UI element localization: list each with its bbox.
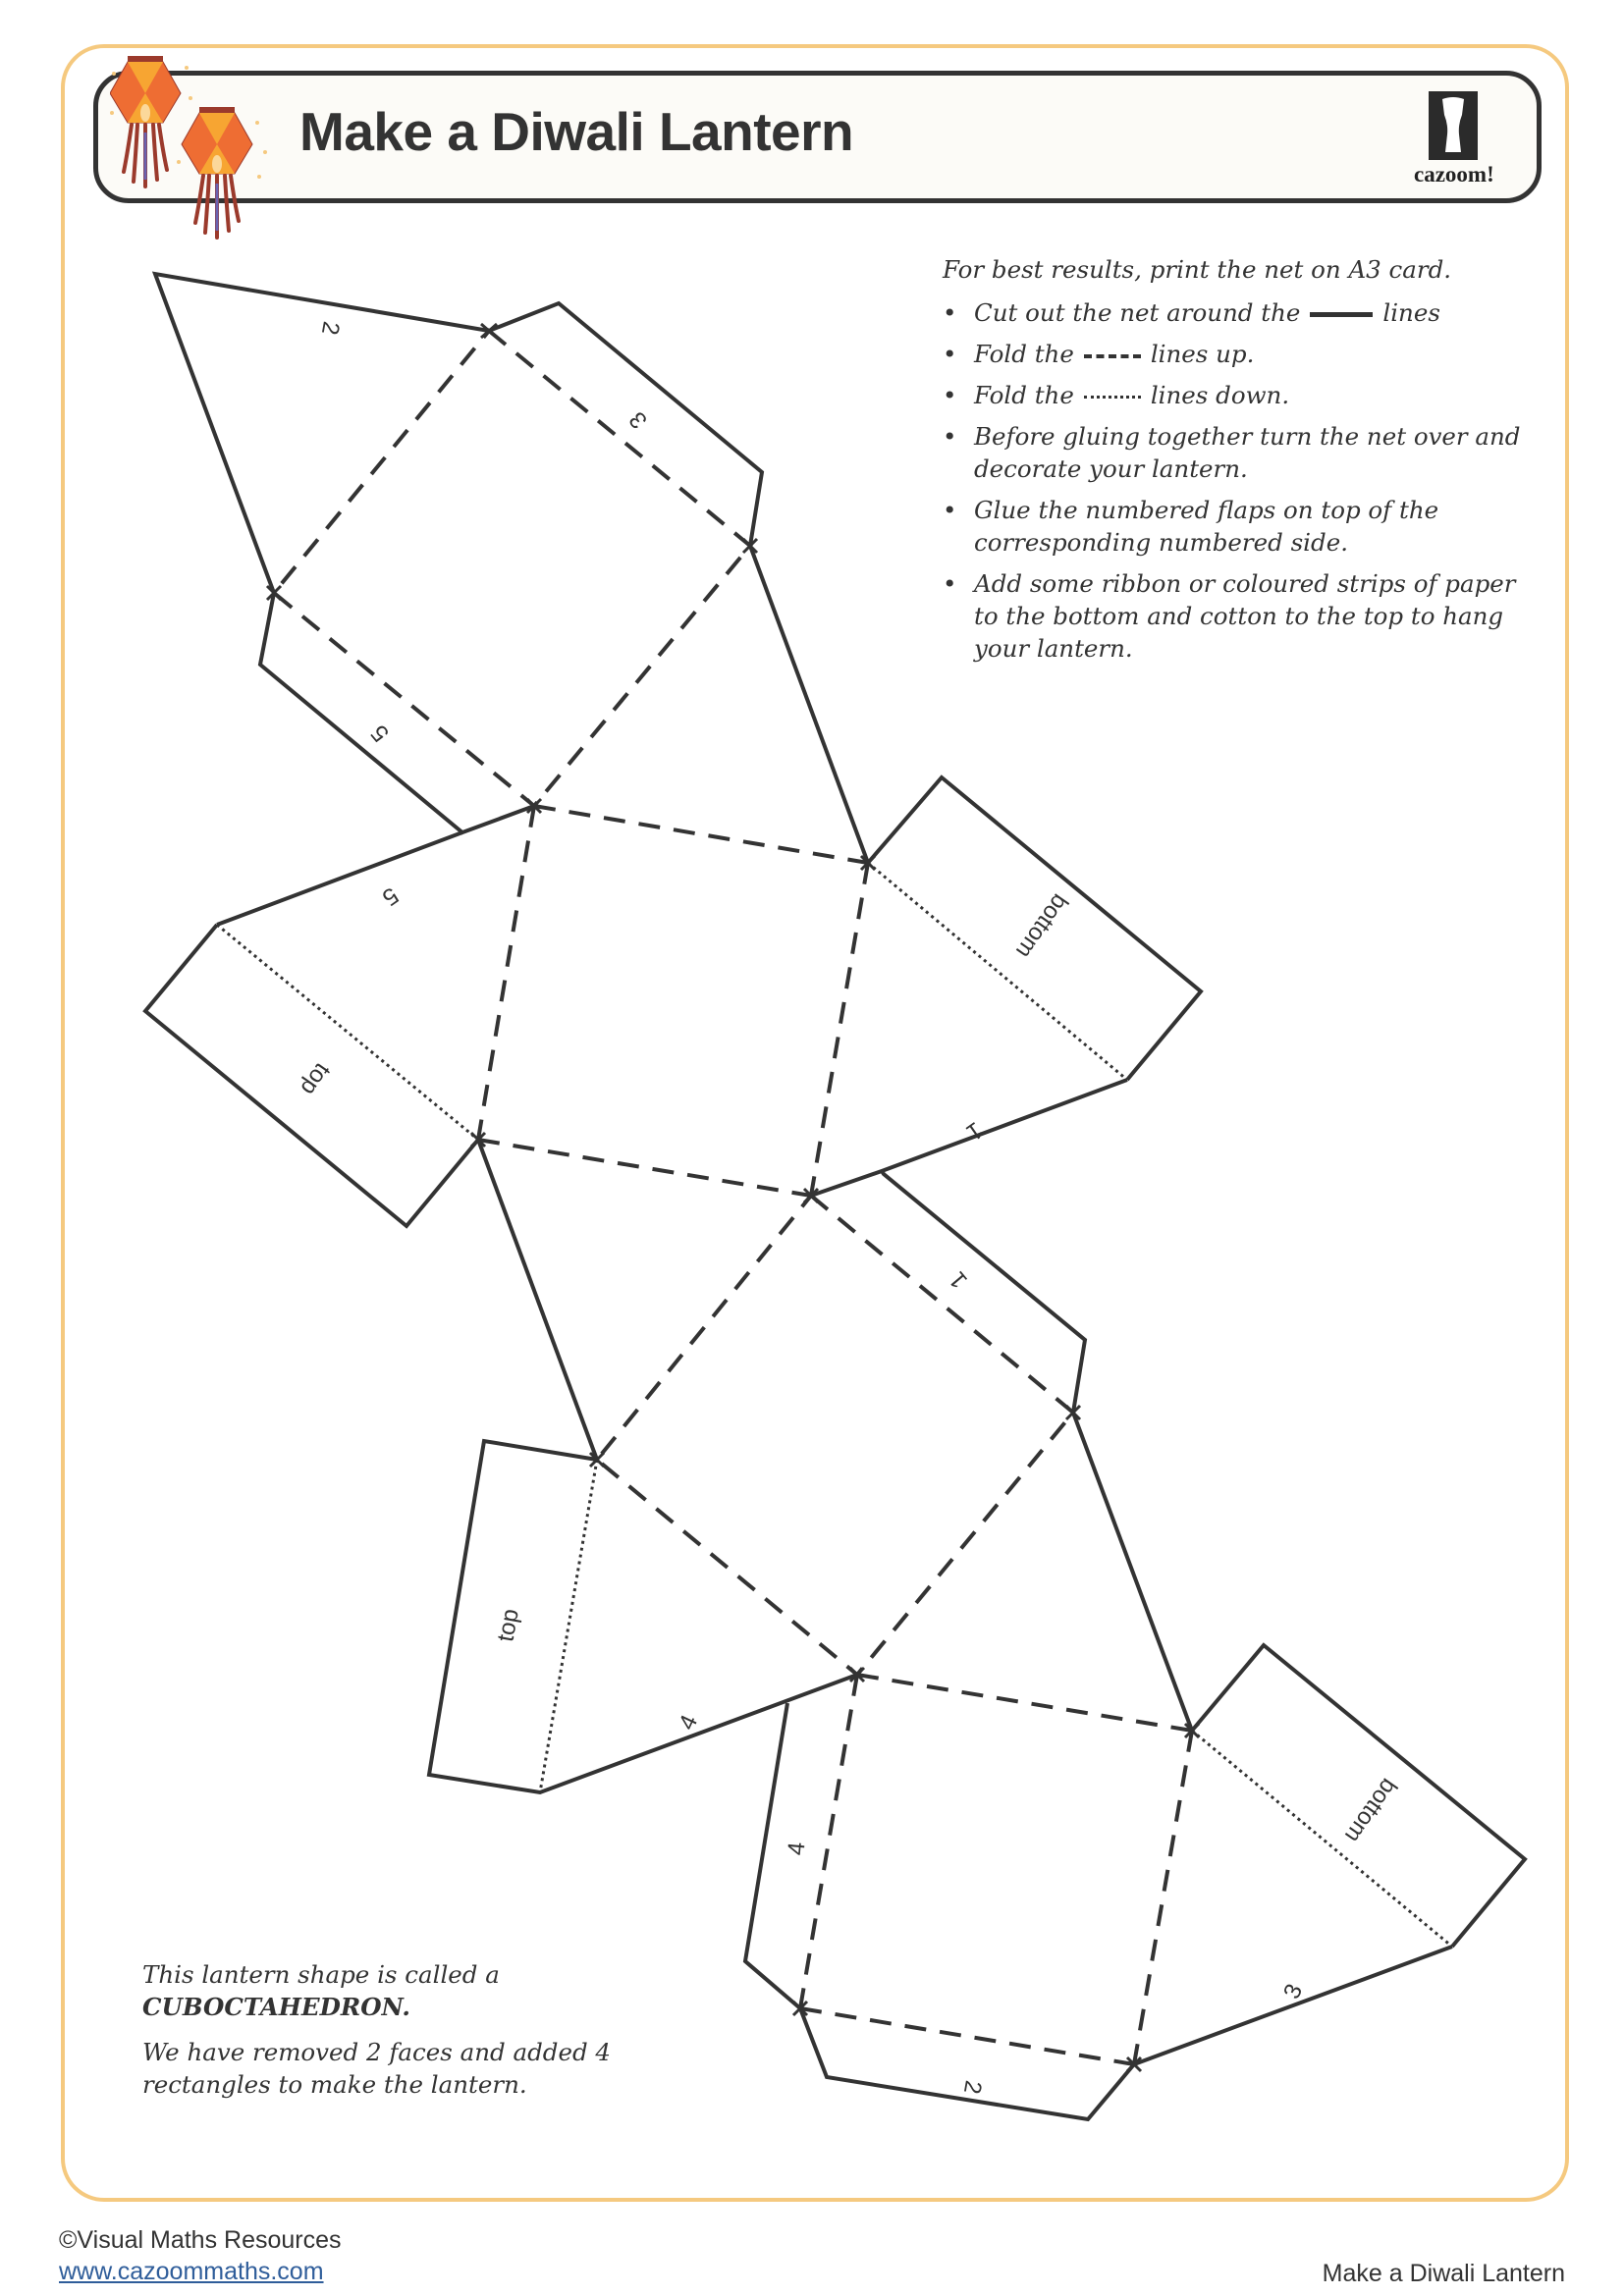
rect-bottom-upper-label: bottom (1010, 888, 1074, 964)
rect-bottom-lower-label: bottom (1339, 1773, 1403, 1848)
instruction-fold-down: • Fold the lines down. (943, 379, 1532, 411)
instruction-decorate: • Before gluing together turn the net over and decorate your lantern. (943, 420, 1532, 485)
page-title: Make a Diwali Lantern (299, 101, 854, 162)
note-line-2: We have removed 2 faces and added 4 rectangles to make the lantern. (142, 2038, 612, 2099)
flap-4-lower-label: 4 (783, 1841, 811, 1857)
shape-note (142, 1958, 653, 2113)
flap-2-top-label: 2 (315, 319, 345, 338)
note-line-1: This lantern shape is called a (142, 1960, 500, 1989)
flap-5-lower-label: 5 (377, 881, 404, 912)
footer-doc-title: Make a Diwali Lantern (1322, 2260, 1565, 2287)
instruction-glue: • Glue the numbered flaps on top of the corresponding numbered side. (943, 494, 1532, 559)
shape-name: CUBOCTAHEDRON. (142, 1993, 410, 2021)
flap-4-left-label: 4 (674, 1711, 704, 1735)
flap-1-right-label: 1 (961, 1116, 988, 1147)
fold-down-lines (217, 863, 1452, 1947)
vertex-marks (267, 324, 1199, 2071)
flap-3-top-label: 3 (623, 406, 653, 434)
fold-up-lines (274, 331, 1192, 2064)
flap-2-lower-label: 2 (957, 2078, 987, 2097)
instructions-intro: For best results, print the net on A3 card. (943, 255, 1452, 284)
footer-copyright: ©Visual Maths Resources (59, 2226, 342, 2254)
footer-website-link[interactable]: www.cazoommaths.com (59, 2258, 324, 2285)
instruction-cut: • Cut out the net around the lines (943, 296, 1532, 329)
instruction-fold-up: • Fold the lines up. (943, 338, 1532, 370)
flap-1-upper-label: 1 (944, 1266, 973, 1294)
logo-text: cazoom! (1414, 162, 1494, 187)
instruction-ribbon: • Add some ribbon or coloured strips of paper to the bottom and cotton to the top to hang your lantern. (943, 567, 1532, 665)
rect-top-upper-label: top (295, 1057, 336, 1100)
flap-5-upper-label: 5 (365, 720, 395, 747)
flap-3-lower-label: 3 (1278, 1980, 1309, 2003)
rect-top-lower-label: top (492, 1606, 524, 1644)
cut-lines (145, 274, 1525, 2119)
